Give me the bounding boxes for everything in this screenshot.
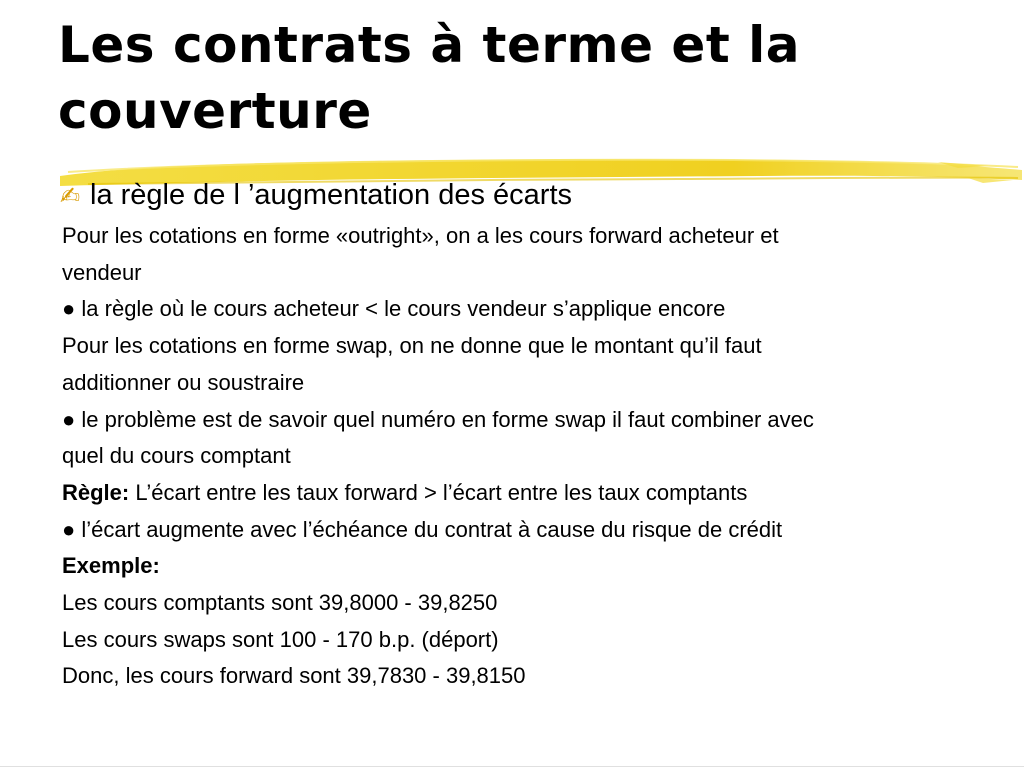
rule-line: Règle: L’écart entre les taux forward > l’écart entre les taux comptants [62,479,748,505]
body-line: Pour les cotations en forme «outright», on a les cours forward acheteur et [62,223,779,248]
example-heading [62,548,982,585]
body-line: quel du cours comptant [62,443,291,469]
body-line: Donc, les cours forward sont 39,7830 - 39,8150 [62,663,526,689]
example-label: Exemple: [62,553,160,579]
body-line: Pour les cotations en forme swap, on ne donne que le montant qu’il faut [62,333,762,359]
body-line: Les cours swaps sont 100 - 170 b.p. (déport) [62,626,499,652]
footer-divider [0,766,1024,767]
slide-title: Les contrats à terme et la couverture [58,16,801,140]
body-line: ● la règle où le cours acheteur < le cours vendeur s’applique encore [62,296,726,322]
body-line: ● le problème est de savoir quel numéro en forme swap il faut combiner avec [62,406,814,432]
body-line: ● l’écart augmente avec l’échéance du contrat à cause du risque de crédit [62,516,783,542]
bullet-heading-text: la règle de l ’augmentation des écarts [90,179,573,211]
rule-label: Règle: [62,479,130,505]
body-line: vendeur [62,259,142,285]
bullet-heading [60,176,572,215]
body-line: additionner ou soustraire [62,369,305,395]
body-line: Les cours comptants sont 39,8000 - 39,8250 [62,590,498,616]
pen-nib-icon: ✍ [60,182,81,210]
body-text [62,218,982,695]
